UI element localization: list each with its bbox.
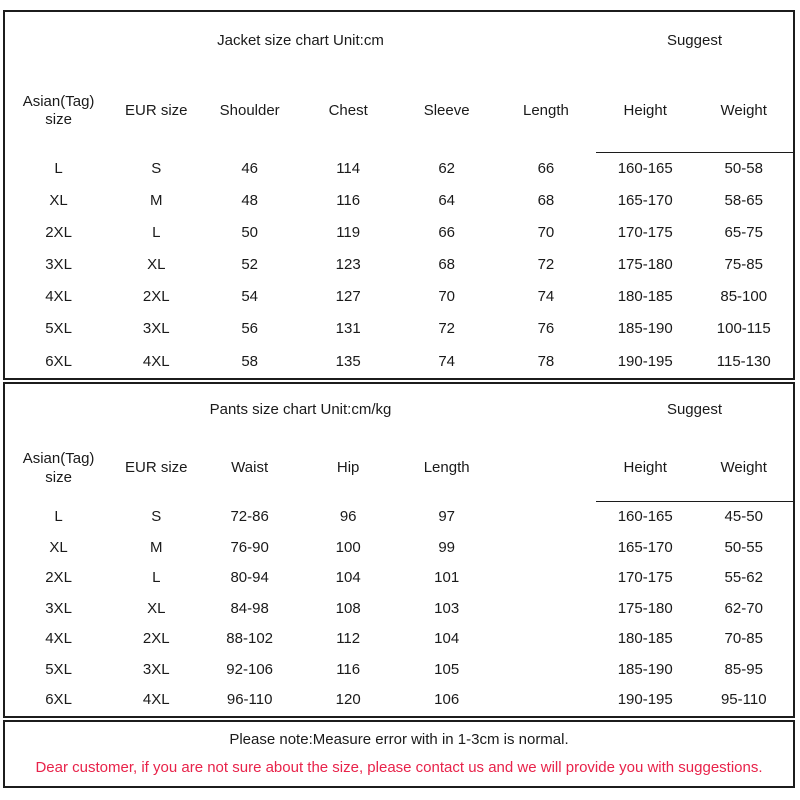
column-header-chest: Chest [328, 101, 368, 119]
pants-size-chart-panel [3, 382, 795, 718]
jacket-size-row [5, 346, 793, 378]
table-cell [496, 655, 596, 686]
table-cell: 48 [241, 192, 258, 210]
table-cell: 50-58 [724, 159, 763, 177]
column-header-asian-size [5, 70, 112, 152]
table-cell: 50 [241, 224, 258, 242]
table-cell: 170-175 [617, 224, 673, 242]
pants-size-row [5, 533, 793, 564]
jacket-size-table [5, 12, 793, 378]
table-cell: 99 [438, 538, 455, 556]
table-cell: 100 [335, 538, 361, 556]
pants-size-row [5, 563, 793, 594]
table-cell: 70 [537, 224, 555, 242]
table-cell: 112 [336, 630, 361, 648]
table-cell: 2XL [45, 569, 72, 587]
jacket-title-row [5, 12, 793, 70]
table-cell: XL [147, 256, 166, 274]
jacket-header-row [5, 70, 793, 152]
table-cell: 2XL [142, 630, 170, 648]
table-cell: 68 [438, 256, 455, 274]
table-cell: M [150, 192, 163, 210]
column-header-shoulder: Shoulder [219, 101, 280, 119]
pants-title-row [5, 384, 793, 436]
table-cell: 88-102 [226, 630, 274, 648]
table-cell: 76-90 [230, 538, 269, 556]
pants-size-table [5, 384, 793, 716]
table-cell [496, 563, 596, 594]
table-cell: 185-190 [617, 660, 673, 678]
table-cell: 78 [537, 352, 555, 370]
table-cell [496, 594, 596, 625]
table-cell: 72 [438, 320, 455, 338]
table-cell: 119 [336, 224, 361, 242]
table-cell [496, 501, 596, 532]
table-cell: 100-115 [716, 320, 771, 338]
table-cell: 45-50 [724, 507, 763, 525]
table-cell: L [152, 224, 161, 242]
table-cell: 4XL [45, 288, 72, 306]
table-cell: 95-110 [720, 691, 767, 709]
table-cell: 66 [537, 159, 555, 177]
table-cell: S [151, 159, 162, 177]
table-cell: L [54, 159, 63, 177]
column-header-label: Asian(Tag) size [22, 92, 95, 129]
table-cell: 50-55 [724, 538, 763, 556]
table-cell: 97 [438, 507, 455, 525]
table-cell: S [151, 507, 162, 525]
table-cell: 3XL [45, 256, 72, 274]
column-header-label: Asian(Tag) size [22, 449, 95, 486]
column-header-waist: Waist [231, 459, 269, 477]
jacket-size-row [5, 217, 793, 249]
table-cell: 64 [438, 192, 455, 210]
column-header-length: Length [423, 459, 470, 477]
table-cell: 58 [241, 352, 258, 370]
table-cell: 56 [241, 320, 258, 338]
pants-size-row [5, 624, 793, 655]
table-cell: 180-185 [617, 288, 673, 306]
table-cell: 104 [335, 569, 361, 587]
notes-panel [3, 720, 795, 788]
table-cell: 106 [434, 691, 460, 709]
table-cell: 180-185 [617, 630, 673, 648]
jacket-table-title: Jacket size chart Unit:cm [217, 31, 384, 49]
table-cell: 105 [434, 660, 460, 678]
jacket-size-row [5, 250, 793, 282]
table-cell: 54 [241, 288, 258, 306]
table-cell: XL [49, 538, 68, 556]
table-cell: 75-85 [724, 256, 763, 274]
table-cell: 92-106 [226, 660, 274, 678]
table-cell: 62 [438, 159, 455, 177]
table-cell: 160-165 [617, 507, 673, 525]
table-cell: 3XL [142, 660, 170, 678]
contact-suggestion-note: Dear customer, if you are not sure about the size, please contact us and we will provide you with suggestions. [35, 759, 763, 776]
table-cell: 66 [438, 224, 455, 242]
table-cell: 72 [537, 256, 555, 274]
table-cell: 4XL [45, 630, 72, 648]
table-cell: 74 [438, 352, 455, 370]
table-cell: 115-130 [716, 352, 771, 370]
table-cell: 185-190 [617, 320, 673, 338]
pants-size-row [5, 501, 793, 532]
table-cell: L [152, 569, 161, 587]
jacket-suggest-label: Suggest [666, 31, 722, 49]
table-cell: 85-100 [720, 288, 768, 306]
table-cell: 62-70 [724, 599, 763, 617]
pants-size-row [5, 685, 793, 716]
table-cell: XL [147, 599, 166, 617]
table-cell: 72-86 [230, 507, 269, 525]
pants-header-row [5, 436, 793, 501]
column-header-hip: Hip [336, 459, 360, 477]
table-cell: 5XL [45, 660, 72, 678]
table-cell: 80-94 [230, 569, 269, 587]
pants-size-row [5, 594, 793, 625]
pants-suggest-label: Suggest [666, 400, 722, 418]
table-cell: 55-62 [724, 569, 763, 587]
pants-table-title: Pants size chart Unit:cm/kg [209, 400, 392, 418]
column-header-height: Height [596, 436, 695, 501]
jacket-size-row [5, 185, 793, 217]
column-header-eur-size: EUR size [125, 101, 188, 119]
table-cell: 135 [335, 352, 361, 370]
table-cell: 70 [438, 288, 455, 306]
table-cell: 46 [241, 159, 258, 177]
column-header-height: Height [596, 70, 695, 152]
jacket-size-row [5, 282, 793, 314]
table-cell: XL [49, 192, 68, 210]
table-cell [496, 533, 596, 564]
table-cell: 104 [434, 630, 460, 648]
table-cell: 165-170 [617, 192, 673, 210]
table-cell: 65-75 [724, 224, 763, 242]
table-cell: 190-195 [617, 352, 673, 370]
table-cell: 120 [335, 691, 361, 709]
table-cell: 52 [241, 256, 258, 274]
table-cell: 175-180 [617, 256, 673, 274]
table-cell: 101 [434, 569, 460, 587]
table-cell: 84-98 [230, 599, 269, 617]
jacket-size-chart-panel [3, 10, 795, 380]
table-cell: 175-180 [617, 599, 673, 617]
table-cell: 68 [537, 192, 555, 210]
table-cell: M [150, 538, 163, 556]
column-header-asian-size [5, 436, 112, 501]
table-cell: 3XL [142, 320, 170, 338]
table-cell: 2XL [142, 288, 170, 306]
table-cell: 108 [335, 599, 361, 617]
table-cell: 4XL [142, 352, 170, 370]
table-cell: 70-85 [724, 630, 763, 648]
table-cell: 6XL [45, 352, 72, 370]
table-cell: 160-165 [617, 159, 673, 177]
table-cell [496, 624, 596, 655]
table-cell: L [54, 507, 63, 525]
table-cell: 103 [434, 599, 460, 617]
table-cell: 2XL [45, 224, 72, 242]
table-cell: 74 [537, 288, 555, 306]
column-header-weight: Weight [694, 436, 793, 501]
table-cell: 96-110 [226, 691, 273, 709]
table-cell: 96 [339, 507, 357, 525]
column-header-empty [496, 436, 596, 501]
table-cell: 114 [336, 159, 361, 177]
table-cell: 131 [335, 320, 361, 338]
table-cell: 190-195 [617, 691, 673, 709]
table-cell: 5XL [45, 320, 72, 338]
table-cell: 123 [335, 256, 361, 274]
table-cell: 3XL [45, 599, 72, 617]
pants-size-row [5, 655, 793, 686]
column-header-length: Length [522, 101, 569, 119]
table-cell: 170-175 [617, 569, 673, 587]
table-cell: 76 [537, 320, 555, 338]
column-header-weight: Weight [694, 70, 793, 152]
measure-error-note: Please note:Measure error with in 1-3cm is normal. [229, 731, 569, 748]
table-cell [496, 685, 596, 716]
table-cell: 58-65 [724, 192, 763, 210]
table-cell: 4XL [142, 691, 170, 709]
table-cell: 6XL [45, 691, 72, 709]
jacket-size-row [5, 314, 793, 346]
column-header-sleeve: Sleeve [423, 101, 470, 119]
column-header-eur-size: EUR size [125, 459, 188, 477]
table-cell: 116 [336, 660, 361, 678]
table-cell: 127 [335, 288, 361, 306]
table-cell: 116 [336, 192, 361, 210]
table-cell: 165-170 [617, 538, 673, 556]
table-cell: 85-95 [724, 660, 763, 678]
jacket-size-row [5, 152, 793, 185]
